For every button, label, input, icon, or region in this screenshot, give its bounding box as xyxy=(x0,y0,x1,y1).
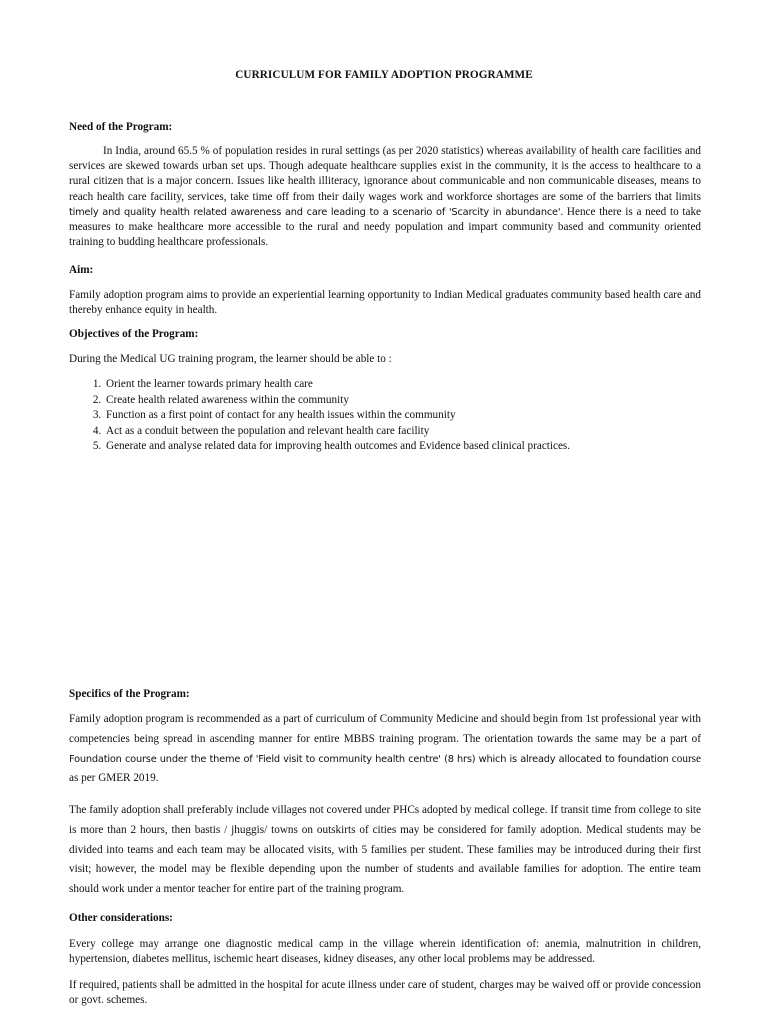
specifics-heading: Specifics of the Program: xyxy=(69,688,190,700)
objectives-heading: Objectives of the Program: xyxy=(69,328,199,340)
aim-heading: Aim: xyxy=(69,264,94,276)
objectives-intro: During the Medical UG training program, the learner should be able to : xyxy=(69,353,392,365)
need-section xyxy=(69,121,701,133)
specifics-text-c: course as per GMER 2019. xyxy=(69,752,702,785)
specifics-paragraph-1 xyxy=(69,710,701,789)
aim-section xyxy=(69,264,701,276)
need-text-emphasis: timely and quality health related awareness and care leading to a scenario of 'Scarcity in abundance' xyxy=(69,206,561,218)
list-item: 1. Orient the learner towards primary health care xyxy=(104,377,701,393)
need-text-c: . Hence there is a need to take measures to make healthcare more accessible to the rural and needy population and impart community based and community oriented training to budding healthcare professionals. xyxy=(69,205,702,249)
list-item: 5. Generate and analyse related data for improving health outcomes and Evidence based clinical practices. xyxy=(104,439,701,455)
specifics-paragraph-2: The family adoption shall preferably include villages not covered under PHCs adopted by medical college. If transit time from college to site is more than 2 hours, then bastis / jhuggis/ towns on outskirts of cities may be considered for family adoption. Medical students may be divided into teams and each team may be allocated visits, with 5 families per student. These families may be introduced during their first visit; however, the model may be flexible depending upon the number of students and available families for adoption. The entire team should work under a mentor teacher for entire part of the training program. xyxy=(69,804,701,896)
need-text-a: In India, around 65.5 % of population resides in rural settings (as per 2020 statistics) whereas availability of health care facilities and services are skewed towards urban set ups. Though adequate healthcare supplies exist in the community, it is the access to healthcare to a rural citizen that is a major concern. Issues like health illiteracy, ignorance about communicable and non communicable diseases, means to reach health care facility, services, take time off from their daily wages work and workforce shortages are some of the barriers that limits xyxy=(69,145,701,203)
need-paragraph xyxy=(69,144,701,250)
list-item: 2. Create health related awareness within the community xyxy=(104,393,701,409)
objectives-section xyxy=(69,328,701,340)
specifics-text-emphasis: Foundation course under the theme of 'Field visit to community health centre' (8 hrs) which is already allocated to foundation xyxy=(69,753,669,765)
other-heading: Other considerations: xyxy=(69,912,173,924)
other-body-1 xyxy=(69,937,701,967)
specifics-section xyxy=(69,688,701,700)
objectives-intro-block xyxy=(69,352,701,367)
aim-body xyxy=(69,288,701,318)
list-item: 3. Function as a first point of contact for any health issues within the community xyxy=(104,408,701,424)
specifics-text-a: Family adoption program is recommended as a part of curriculum of Community Medicine and should begin from 1st professional year with competencies being spread in ascending manner for entire MBBS training program. The orientation towards the same may be a part of xyxy=(69,713,701,745)
specifics-body-2 xyxy=(69,801,701,900)
document-title: CURRICULUM FOR FAMILY ADOPTION PROGRAMME xyxy=(235,69,533,81)
need-heading: Need of the Program: xyxy=(69,121,173,133)
other-paragraph-2: If required, patients shall be admitted in the hospital for acute illness under care of student, charges may be waived off or provide concession or govt. schemes. xyxy=(69,979,701,1007)
aim-paragraph: Family adoption program aims to provide an experiential learning opportunity to Indian Medical graduates community based health care and thereby enhance equity in health. xyxy=(69,289,701,317)
other-body-2 xyxy=(69,978,701,1008)
objectives-list xyxy=(69,377,701,455)
need-body xyxy=(69,144,701,250)
other-paragraph-1: Every college may arrange one diagnostic medical camp in the village wherein identification of: anemia, malnutrition in children, hypertension, diabetes mellitus, ischemic heart diseases, kidney diseases, any other local problems may be addressed. xyxy=(69,938,701,966)
specifics-body-1 xyxy=(69,710,701,789)
other-section xyxy=(69,912,701,924)
list-item: 4. Act as a conduit between the population and relevant health care facility xyxy=(104,424,701,440)
objectives-list-block xyxy=(69,377,701,455)
